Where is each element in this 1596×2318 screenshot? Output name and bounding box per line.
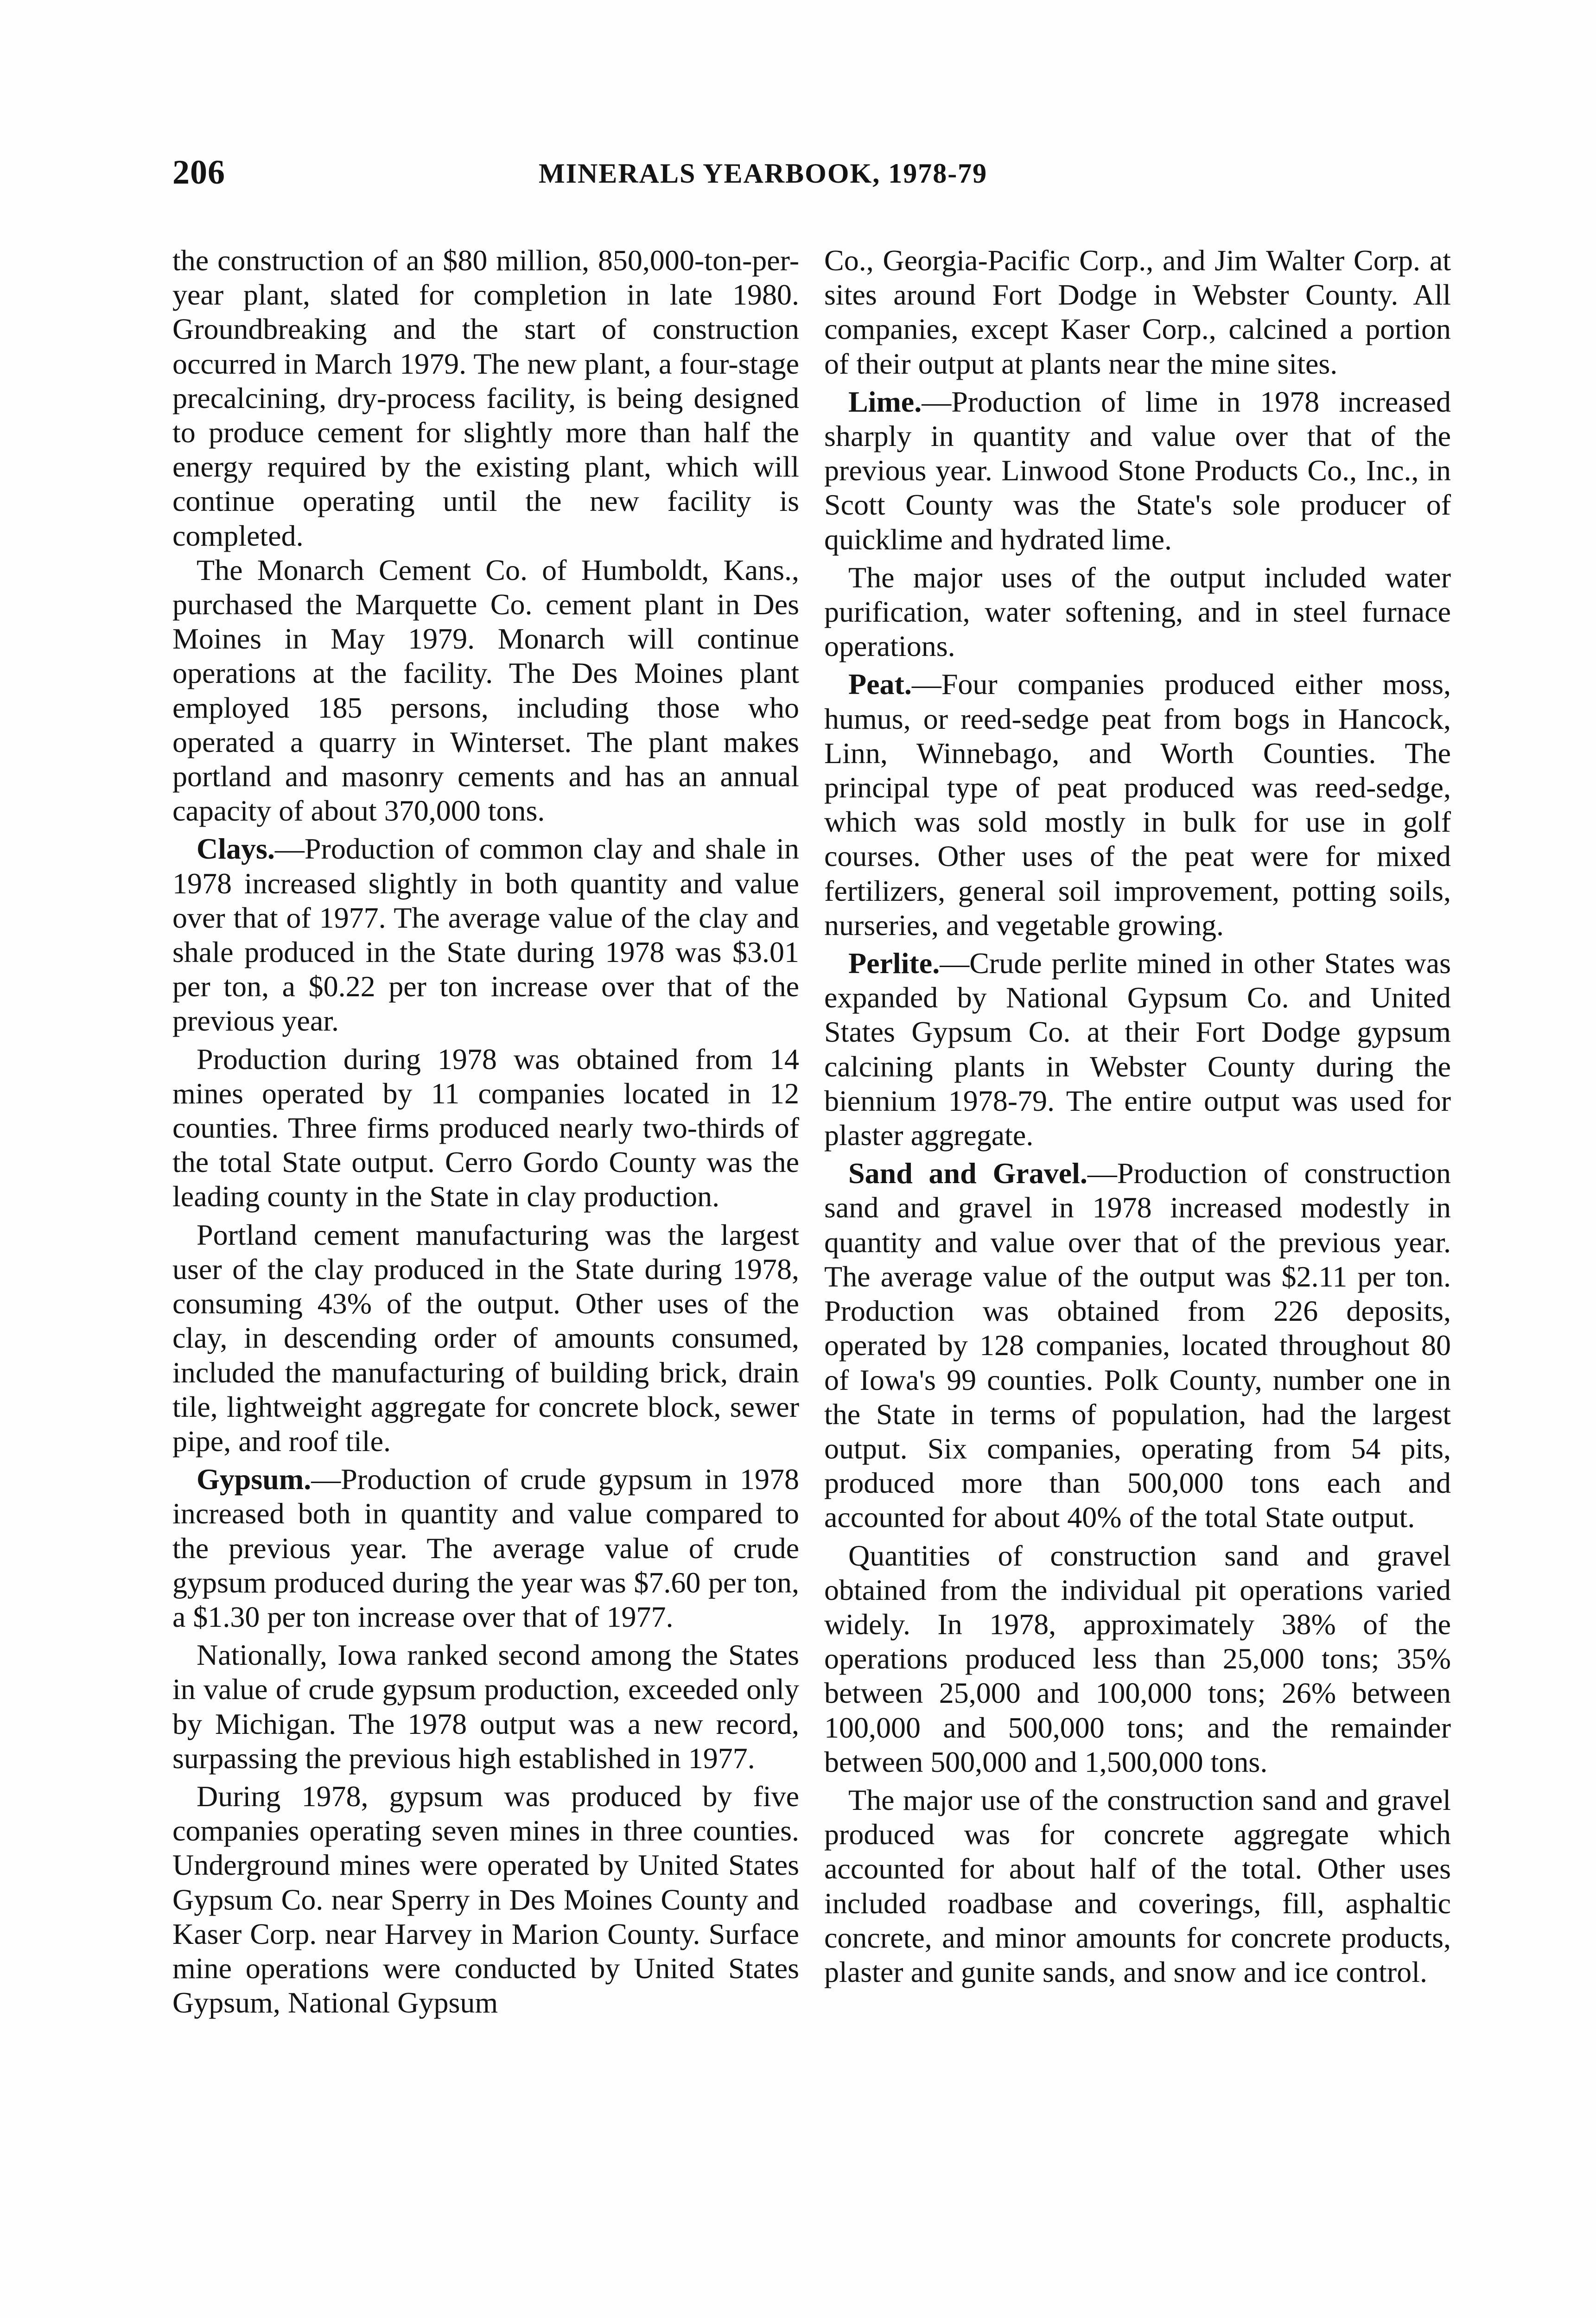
paragraph-sand-gravel-uses: The major use of the construction sand and gravel produced was for concrete aggregate which accounted for about half of the total. Other uses included roadbase and coverings, fill, asphaltic concrete, and minor amounts for concrete products, plaster and gunite sands, and snow and ice control. (824, 1783, 1451, 1988)
section-heading-perlite: Perlite. (848, 947, 940, 980)
paragraph-gypsum-producers-continued: Co., Georgia-Pacific Corp., and Jim Walter Corp. at sites around Fort Dodge in Webster County. All companies, except Kaser Corp., calcined a portion of their output at plants near the mine sites. (824, 244, 1451, 380)
paragraph-clays (172, 832, 799, 1038)
page-number: 206 (172, 153, 225, 191)
clays-text: —Production of common clay and shale in 1978 increased slightly in both quantity and value over that of 1977. The average value of the clay and shale produced in the State during 1978 was $3.01 per ton, a $0.22 per ton increase over that of the previous year. (172, 832, 799, 1038)
page-header (172, 153, 1447, 204)
right-column (824, 243, 1451, 1989)
paragraph-sand-and-gravel (824, 1156, 1451, 1535)
section-heading-sand-and-gravel: Sand and Gravel. (848, 1157, 1087, 1190)
paragraph-lime (824, 385, 1451, 557)
section-heading-gypsum: Gypsum. (197, 1463, 312, 1496)
sand-and-gravel-text: —Production of construction sand and gravel in 1978 increased modestly in quantity and value over that of the previous year. The average value of the output was $2.11 per ton. Production was obtained from 226 deposits, operated by 128 companies, located throughout 80 of Iowa's 99 counties. Polk County, number one in the State in terms of population, had the largest output. Six companies, operating from 54 pits, produced more than 500,000 tons each and accounted for about 40% of the total State output. (824, 1157, 1451, 1534)
paragraph-pit-operations: Quantities of construction sand and gravel obtained from the individual pit operations varied widely. In 1978, approximately 38% of the operations produced less than 25,000 tons; 35% between 25,000 and 100,000 tons; 26% between 100,000 and 500,000 tons; and the remainder between 500,000 and 1,500,000 tons. (824, 1539, 1451, 1778)
section-heading-clays: Clays. (197, 832, 275, 866)
paragraph-gypsum-producers: During 1978, gypsum was produced by five companies operating seven mines in three counties. Underground mines were operated by United States Gypsum Co. near Sperry in Des Moines County and Kaser Corp. near Harvey in Marion County. Surface mine operations were conducted by United States Gypsum, National Gypsum (172, 1779, 799, 2019)
paragraph-lime-uses: The major uses of the output included water purification, water softening, and in steel furnace operations. (824, 560, 1451, 663)
paragraph-gypsum-national-rank: Nationally, Iowa ranked second among the States in value of crude gypsum production, exceeded only by Michigan. The 1978 output was a new record, surpassing the previous high established in 1977. (172, 1638, 799, 1775)
left-column (172, 243, 799, 2020)
gypsum-text: —Production of crude gypsum in 1978 increased both in quantity and value compared to the previous year. The average value of crude gypsum produced during the year was $7.60 per ton, a $1.30 per ton increase over that of 1977. (172, 1463, 799, 1633)
perlite-text: —Crude perlite mined in other States was expanded by National Gypsum Co. and United States Gypsum Co. at their Fort Dodge gypsum calcining plants in Webster County during the biennium 1978-79. The entire output was used for plaster aggregate. (824, 947, 1451, 1152)
paragraph-clay-production-mines: Production during 1978 was obtained from 14 mines operated by 11 companies located in 12 counties. Three firms produced nearly two-thirds of the total State output. Cerro Gordo County was the leading county in the State in clay production. (172, 1042, 799, 1213)
paragraph-clay-uses: Portland cement manufacturing was the largest user of the clay produced in the State during 1978, consuming 43% of the output. Other uses of the clay, in descending order of amounts consumed, included the manufacturing of building brick, drain tile, lightweight aggregate for concrete block, sewer pipe, and roof tile. (172, 1218, 799, 1458)
paragraph-peat (824, 667, 1451, 942)
paragraph-monarch-cement: The Monarch Cement Co. of Humboldt, Kans., purchased the Marquette Co. cement plant in Des Moines in May 1979. Monarch will continue operations at the facility. The Des Moines plant employed 185 persons, including those who operated a quarry in Winterset. The plant makes portland and masonry cements and has an annual capacity of about 370,000 tons. (172, 553, 799, 828)
lime-text: —Production of lime in 1978 increased sharply in quantity and value over that of the previous year. Linwood Stone Products Co., Inc., in Scott County was the State's sole producer of quicklime and hydrated lime. (824, 385, 1451, 556)
paragraph-cement-plant-construction: the construction of an $80 million, 850,000-ton-per-year plant, slated for completion in late 1980. Groundbreaking and the start of construction occurred in March 1979. The new plant, a four-stage precalcining, dry-process facility, is being designed to produce cement for slightly more than half the energy required by the existing plant, which will continue operating until the new facility is completed. (172, 244, 799, 552)
section-heading-lime: Lime. (848, 385, 922, 418)
peat-text: —Four companies produced either moss, humus, or reed-sedge peat from bogs in Hancock, Linn, Winnebago, and Worth Counties. The principal type of peat produced was reed-sedge, which was sold mostly in bulk for use in golf courses. Other uses of the peat were for mixed fertilizers, general soil improvement, potting soils, nurseries, and vegetable growing. (824, 668, 1451, 942)
paragraph-perlite (824, 946, 1451, 1153)
running-title: MINERALS YEARBOOK, 1978-79 (539, 158, 988, 189)
paragraph-gypsum (172, 1462, 799, 1634)
section-heading-peat: Peat. (848, 668, 912, 701)
